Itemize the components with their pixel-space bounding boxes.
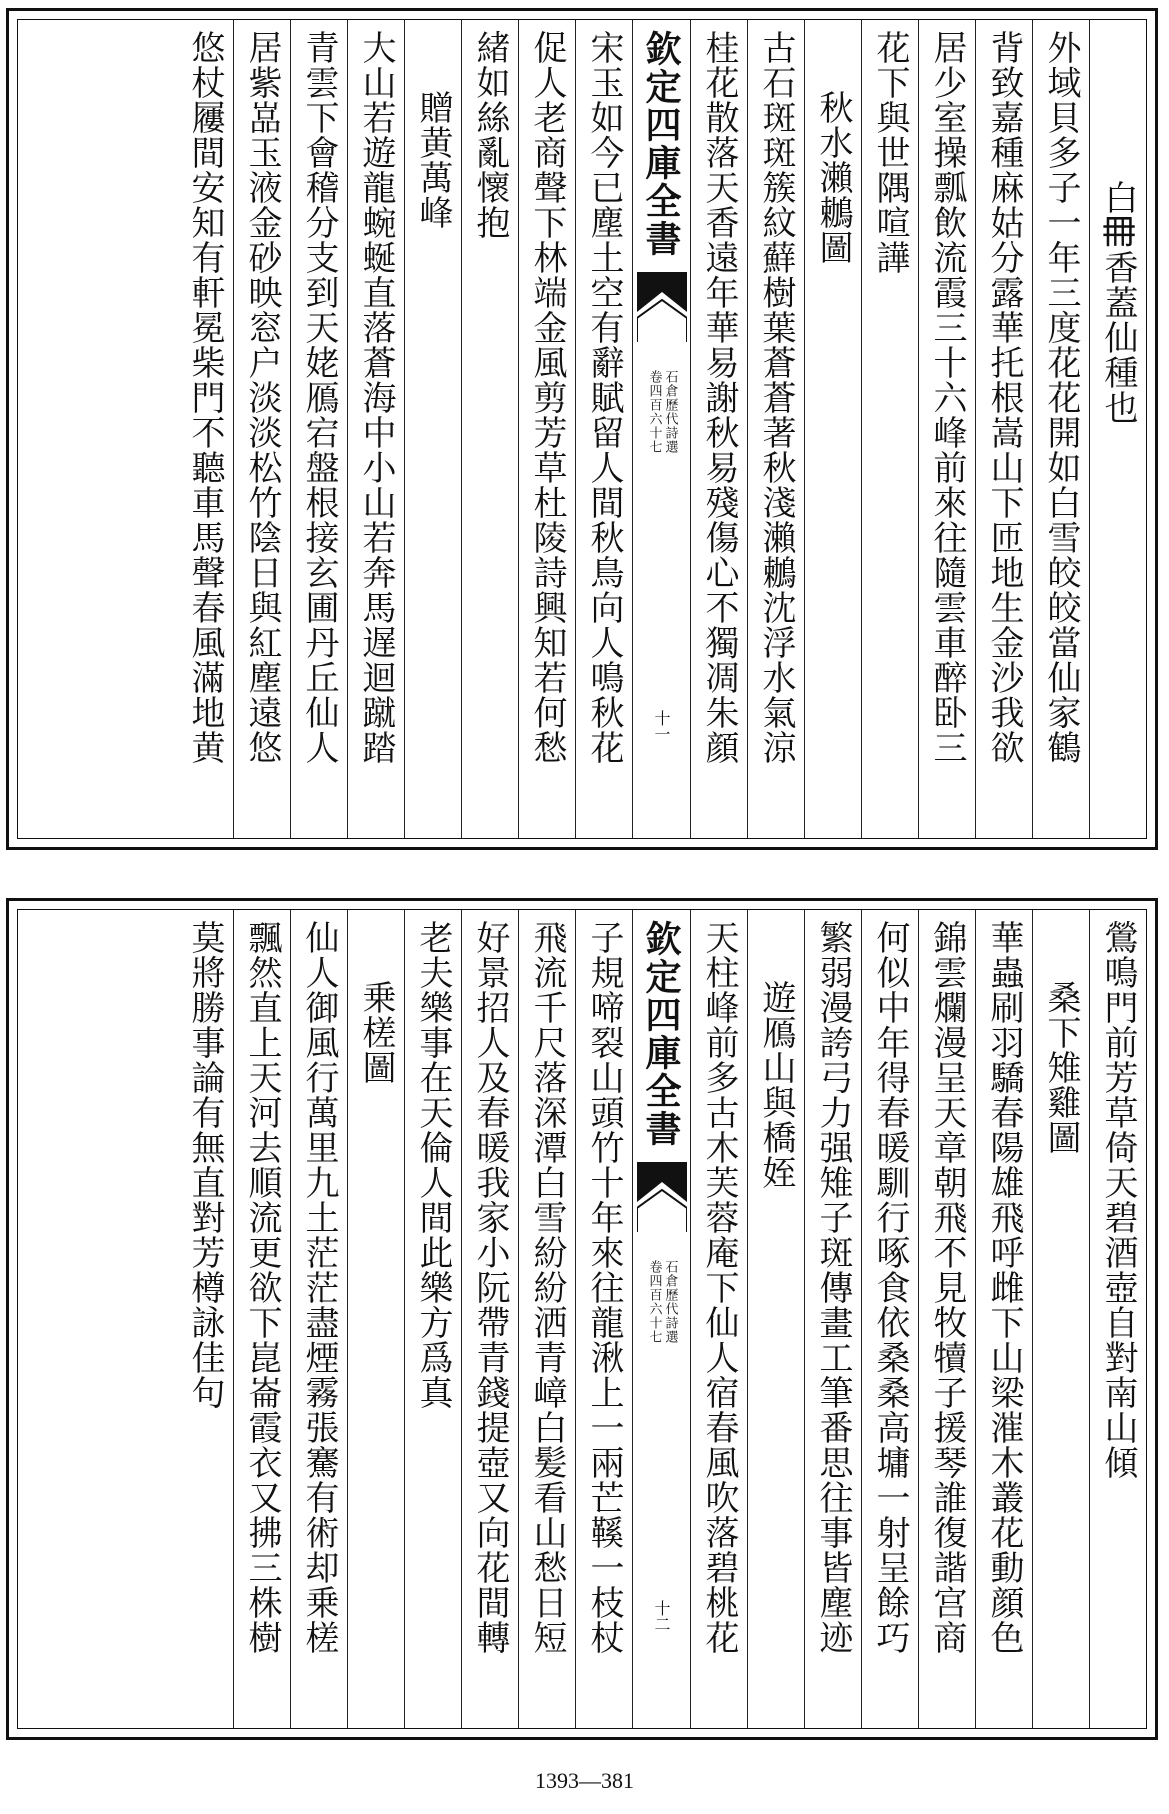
text-column: 好景招人及春暖我家小阮帶青錢提壺又向花間轉 xyxy=(461,910,518,1728)
text-column: 錦雲爛漫呈天章朝飛不見牧犢子援琴誰復諧宫商 xyxy=(918,910,975,1728)
bottom-page-frame xyxy=(17,909,1147,1729)
volume-info xyxy=(633,1260,690,1344)
text-column: 何似中年得春暖馴行啄食依桑桑高墉一射呈餘巧 xyxy=(861,910,918,1728)
text-column: 飄然直上天河去順流更欲下崑崙霞衣又拂三株樹 xyxy=(233,910,290,1728)
text-column: 外域貝多子一年三度花花開如白雪皎皎當仙家鶴 xyxy=(1032,20,1089,838)
text-column: 華蟲刷羽驕春陽雄飛呼雌下山梁漼木叢花動顔色 xyxy=(975,910,1032,1728)
text-column: 桂花散落天香遠年華易謝秋易殘傷心不獨凋朱顔 xyxy=(690,20,747,838)
text-column: 飛流千尺落深潭白雪紛紛洒青嶂白髪看山愁日短 xyxy=(518,910,575,1728)
page-number: 十二 xyxy=(652,1600,671,1632)
scan-page-reference: 1393—381 xyxy=(535,1768,634,1793)
poem-title: 遊鴈山與橋姪 xyxy=(747,910,804,1728)
text-column: 仙人御風行萬里九土茫茫盡煙霧張騫有術却乗槎 xyxy=(290,910,347,1728)
collection-name: 石倉歷代詩選 xyxy=(662,370,678,454)
text-column: 居紫嵓玉液金砂映窓户淡淡松竹陰日與紅塵遠悠 xyxy=(233,20,290,838)
poem-title: 桑下雉雞圖 xyxy=(1032,910,1089,1728)
center-fold xyxy=(632,20,690,838)
fish-tail-ornament xyxy=(637,1162,687,1232)
top-page xyxy=(6,8,1158,850)
text-column: 白𠕋香蓋仙種也 xyxy=(1089,20,1146,838)
poem-title: 乗槎圖 xyxy=(347,910,404,1728)
text-column: 老夫樂事在天倫人間此樂方爲真 xyxy=(404,910,461,1728)
book-title: 欽定四庫全書 xyxy=(640,920,682,1148)
text-column: 花下與世隅喧譁 xyxy=(861,20,918,838)
text-column: 鶯鳴門前芳草倚天碧酒壺自對南山傾 xyxy=(1089,910,1146,1728)
text-column: 繁弱漫誇弓力强雉子斑傳畫工筆番思往事皆塵迹 xyxy=(804,910,861,1728)
text-column: 居少室操瓢飲流霞三十六峰前來往隨雲車醉卧三 xyxy=(918,20,975,838)
center-fold xyxy=(632,910,690,1728)
text-column: 促人老商聲下林端金風剪芳草杜陵詩興知若何愁 xyxy=(518,20,575,838)
text-column: 子規啼裂山頭竹十年來往龍湫上一兩芒鞵一枝杖 xyxy=(575,910,632,1728)
volume-info xyxy=(633,370,690,454)
bottom-page xyxy=(6,898,1158,1740)
page-number: 十一 xyxy=(652,710,671,742)
text-column: 宋玉如今已塵土空有辭賦留人間秋鳥向人鳴秋花 xyxy=(575,20,632,838)
fish-tail-ornament xyxy=(637,272,687,342)
volume-number: 卷四百六十七 xyxy=(646,1260,662,1344)
book-title: 欽定四庫全書 xyxy=(640,30,682,258)
top-page-columns xyxy=(18,20,1146,838)
text-column: 大山若遊龍蜿蜒直落蒼海中小山若奔馬遅迴蹴踏 xyxy=(347,20,404,838)
text-column: 悠杖屨間安知有軒冕柴門不聽車馬聲春風滿地黄 xyxy=(185,30,225,765)
top-page-frame xyxy=(17,19,1147,839)
poem-title: 秋水瀨鶒圖 xyxy=(804,20,861,838)
text-column: 緒如絲亂懷抱 xyxy=(461,20,518,838)
poem-title: 贈黄萬峰 xyxy=(404,20,461,838)
volume-number: 卷四百六十七 xyxy=(646,370,662,454)
text-column: 天柱峰前多古木芙蓉庵下仙人宿春風吹落碧桃花 xyxy=(690,910,747,1728)
collection-name: 石倉歷代詩選 xyxy=(662,1260,678,1344)
text-column: 青雲下會稽分支到天姥鴈宕盤根接玄圃丹丘仙人 xyxy=(290,20,347,838)
text-column: 背致嘉種麻姑分露華托根嵩山下匝地生金沙我欲 xyxy=(975,20,1032,838)
bottom-page-columns xyxy=(18,910,1146,1728)
text-column: 古石斑斑簇紋蘚樹葉蒼蒼著秋淺瀨鶒沈浮水氣涼 xyxy=(747,20,804,838)
text-column: 莫將勝事論有無直對芳樽詠佳句 xyxy=(185,920,225,1410)
